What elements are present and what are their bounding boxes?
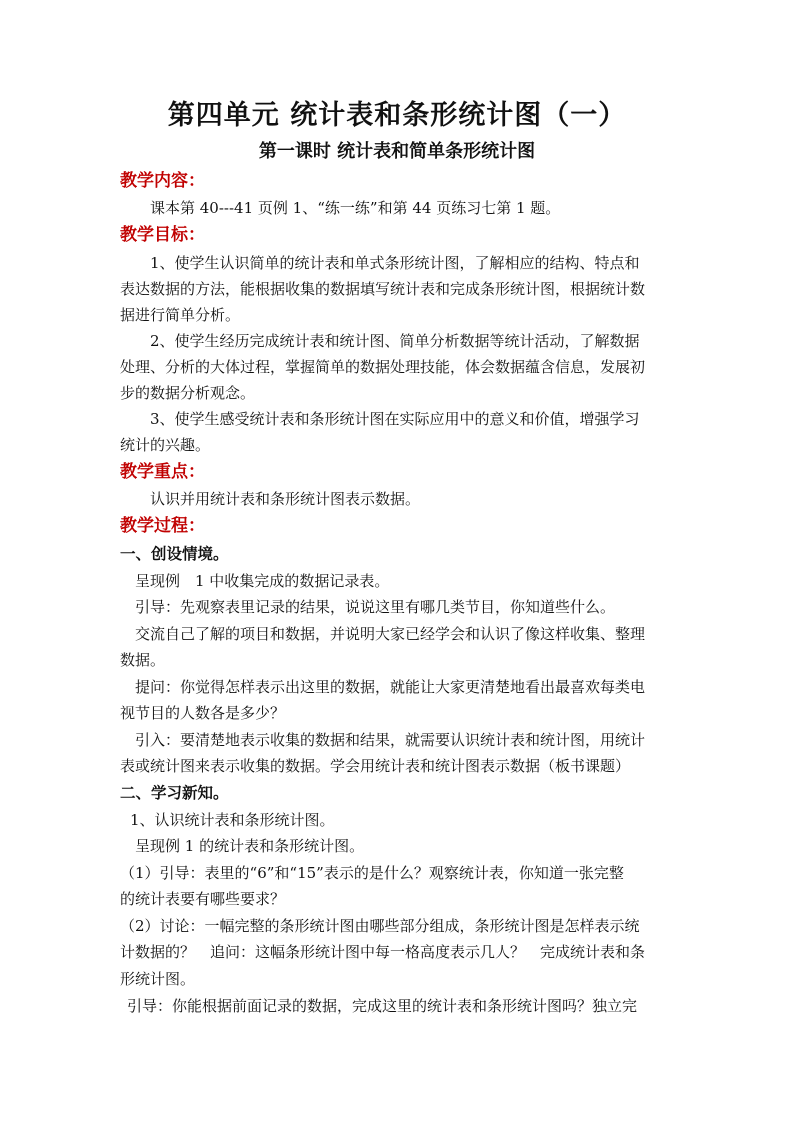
objective-line: 3、使学生感受统计表和条形统计图在实际应用中的意义和价值，增强学习	[150, 410, 640, 428]
process-line: 表或统计图来表示收集的数据。学会用统计表和统计图表示数据（板书课题）	[120, 757, 631, 775]
process-line: 交流自己了解的项目和数据，并说明大家已经学会和认识了像这样收集、整理	[135, 625, 646, 643]
section-two-heading: 二、学习新知。	[120, 783, 229, 802]
process-line: 数据。	[120, 651, 166, 669]
process-line: 引入：要清楚地表示收集的数据和结果，就需要认识统计表和统计图，用统计	[135, 731, 646, 749]
objective-line: 据进行简单分析。	[120, 306, 241, 324]
process-line: 计数据的？ 追问：这幅条形统计图中每一格高度表示几人？ 完成统计表和条	[120, 943, 646, 961]
process-line: 呈现例 1 中收集完成的数据记录表。	[135, 572, 390, 590]
key-points-heading: 教学重点：	[120, 462, 205, 482]
process-line: 引导：你能根据前面记录的数据，完成这里的统计表和条形统计图吗？独立完	[127, 997, 638, 1015]
process-line: 提问：你觉得怎样表示出这里的数据，就能让大家更清楚地看出最喜欢每类电	[135, 678, 646, 696]
objective-line: 2、使学生经历完成统计表和统计图、简单分析数据等统计活动，了解数据	[150, 332, 640, 350]
objective-line: 1、使学生认识简单的统计表和单式条形统计图，了解相应的结构、特点和	[150, 254, 640, 272]
section-one-heading: 一、创设情境。	[120, 544, 229, 563]
process-line: 呈现例 1 的统计表和条形统计图。	[135, 837, 365, 855]
process-heading: 教学过程：	[120, 516, 205, 536]
content-text: 课本第 40---41 页例 1、“练一练”和第 44 页练习七第 1 题。	[150, 199, 561, 217]
lesson-subtitle: 第一课时 统计表和简单条形统计图	[258, 141, 536, 162]
process-line: 引导：先观察表里记录的结果，说说这里有哪几类节目，你知道些什么。	[135, 598, 616, 616]
objective-line: 表达数据的方法，能根据收集的数据填写统计表和完成条形统计图，根据统计数	[120, 280, 646, 298]
content-heading: 教学内容：	[120, 171, 205, 191]
process-line: 1、认识统计表和条形统计图。	[130, 811, 335, 829]
objective-line: 步的数据分析观念。	[120, 384, 256, 402]
objective-line: 处理、分析的大体过程，掌握简单的数据处理技能，体会数据蕴含信息，发展初	[120, 358, 646, 376]
unit-title: 第四单元 统计表和条形统计图（一）	[167, 100, 627, 131]
objective-line: 统计的兴趣。	[120, 436, 211, 454]
process-line: 的统计表要有哪些要求？	[120, 890, 286, 908]
process-line: 视节目的人数各是多少？	[120, 704, 286, 722]
key-points-text: 认识并用统计表和条形统计图表示数据。	[150, 490, 421, 508]
process-line: 形统计图。	[120, 970, 196, 988]
process-line: （1）引导：表里的“6”和“15”表示的是什么？观察统计表，你知道一张完整	[120, 864, 624, 882]
process-line: （2）讨论：一幅完整的条形统计图由哪些部分组成，条形统计图是怎样表示统	[120, 917, 640, 935]
objectives-heading: 教学目标：	[120, 225, 205, 245]
